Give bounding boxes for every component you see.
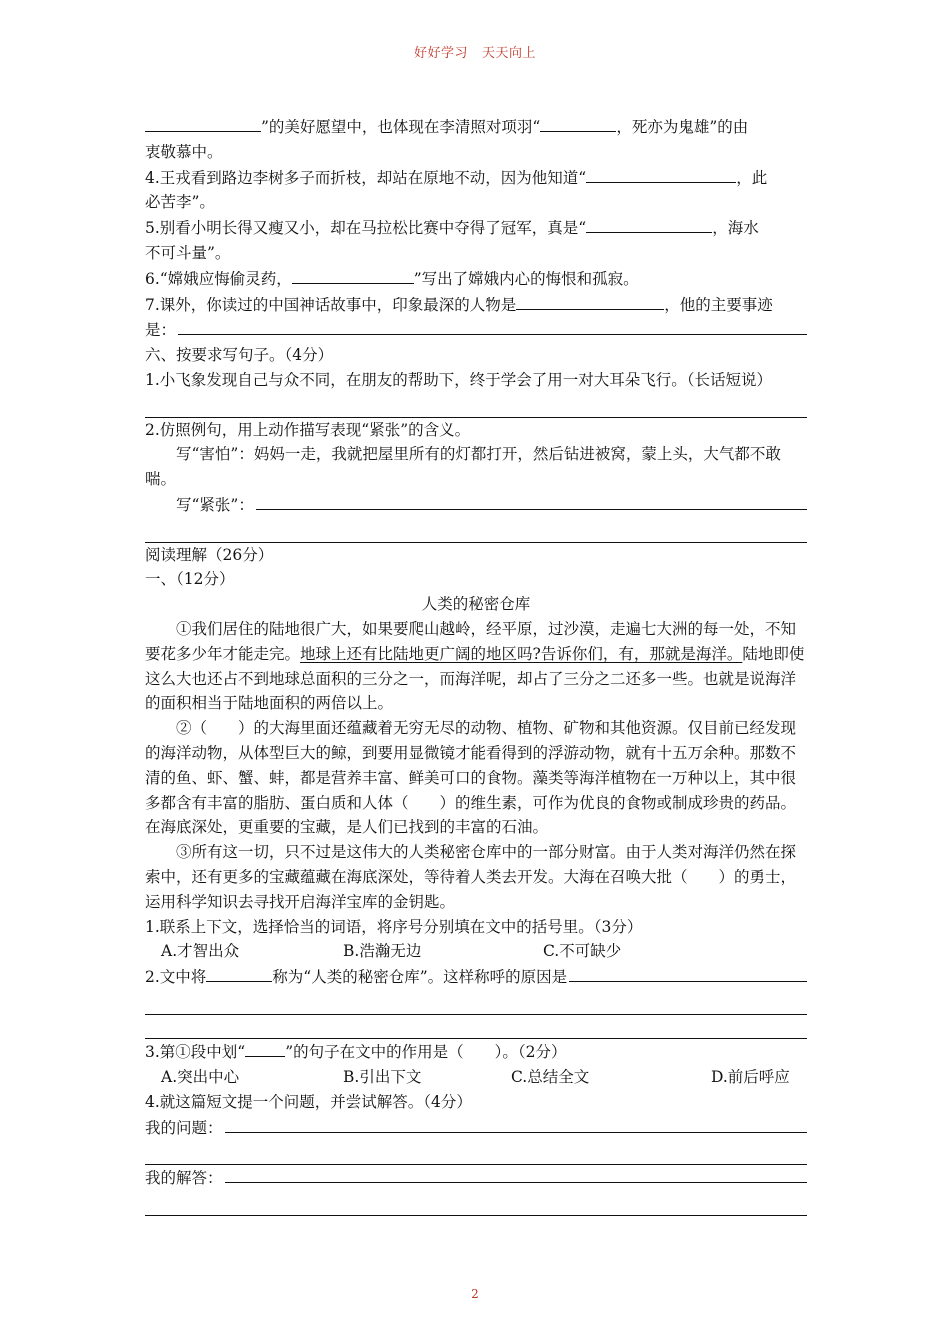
fill-q3-line: ”的美好愿望中，也体现在李清照对项羽“ ，死亦为鬼雄”的由 <box>145 114 807 140</box>
fill-q4: 4.王戎看到路边李树多子而折枝，却站在原地不动，因为他知道“ ，此 <box>145 165 807 191</box>
section6-q2: 2.仿照例句，用上动作描写表现“紧张”的含义。 <box>145 420 471 439</box>
answer-blank[interactable] <box>292 266 414 284</box>
answer-line[interactable] <box>145 518 807 543</box>
reading-title: 阅读理解（26分） <box>145 545 274 564</box>
answer-blank[interactable] <box>516 292 664 310</box>
article-paragraph-2: ②（ ）的大海里面还蕴藏着无穷无尽的动物、植物、矿物和其他资源。仅目前已经发现的海洋动物，从体型巨大的鲸，到要用显微镜才能看得到的浮游动物，就有十五万余种。那数不清的鱼、虾、蟹、蚌，都是营养丰富、鲜美可口的食物。藻类等海洋植物在一万种以上，其中很多都含有丰富的脂肪、蛋白质和人体（ ）的维生素，可作为优良的食物或制成珍贵的药品。在海底深处，更重要的宝藏，是人们已找到的丰富的石油。 <box>145 719 797 837</box>
option-a[interactable]: A.突出中心 <box>161 1068 240 1087</box>
page-number: 2 <box>471 1287 479 1301</box>
fill-q7: 7.课外，你读过的中国神话故事中，印象最深的人物是 ，他的主要事迹 <box>145 292 807 318</box>
option-b[interactable]: B.引出下文 <box>343 1068 422 1087</box>
answer-line[interactable] <box>145 1015 807 1040</box>
fill-q4-cont: 必苦李”。 <box>145 193 215 212</box>
answer-line[interactable] <box>145 393 807 418</box>
page-content <box>145 114 807 1216</box>
option-b[interactable]: B.浩瀚无边 <box>343 942 422 961</box>
section6-write-line: 写“紧张”： <box>145 492 807 518</box>
article-paragraph-3: ③所有这一切，只不过是这伟大的人类秘密仓库中的一部分财富。由于人类对海洋仍然在探索中，还有更多的宝藏蕴藏在海底深处，等待着人类去开发。大海在召唤大批（ ）的勇士，运用科学知识去寻找开启海洋宝库的金钥匙。 <box>145 843 797 911</box>
fill-q6: 6.“嫦娥应悔偷灵药， ”写出了嫦娥内心的悔恨和孤寂。 <box>145 266 807 292</box>
answer-blank[interactable] <box>586 215 712 233</box>
fill-q7-cont: 是： <box>145 317 807 343</box>
answer-blank[interactable] <box>540 114 616 132</box>
header-motto-right: 天天向上 <box>482 46 537 61</box>
article-paragraph-1: ①我们居住的陆地很广大，如果要爬山越岭，经平原，过沙漠，走遍七大洲的每一处，不知要花多少年才能走完。地球上还有比陆地更广阔的地区吗?告诉你们，有，那就是海洋。陆地即使这么大也还占不到地球总面积的三分之一，而海洋呢，却占了三分之二还多一些。也就是说海洋的面积相当于陆地面积的两倍以上。 <box>145 619 805 713</box>
reading-q1: 1.联系上下文，选择恰当的词语，将序号分别填在文中的括号里。（3分） <box>145 917 643 936</box>
reading-q4: 4.就这篇短文提一个问题，并尝试解答。（4分） <box>145 1093 472 1112</box>
my-question-line: 我的问题： <box>145 1115 807 1141</box>
reading-q2: 2.文中将 称为“人类的秘密仓库”。这样称呼的原因是 <box>145 964 807 990</box>
underlined-sentence: 地球上还有比陆地更广阔的地区吗?告诉你们，有，那就是海洋。 <box>300 644 743 663</box>
my-answer-line: 我的解答： <box>145 1165 807 1191</box>
fill-q5-cont: 不可斗量”。 <box>145 243 231 262</box>
answer-line[interactable] <box>569 964 807 982</box>
option-d[interactable]: D.前后呼应 <box>711 1068 790 1087</box>
answer-blank[interactable] <box>206 964 272 982</box>
answer-blank[interactable] <box>145 114 261 132</box>
reading-q1-options <box>145 939 807 964</box>
fill-q3-cont: 衷敬慕中。 <box>145 142 223 161</box>
article-title: 人类的秘密仓库 <box>421 595 531 614</box>
answer-line[interactable] <box>256 492 807 510</box>
answer-line[interactable] <box>178 317 807 335</box>
option-c[interactable]: C.总结全文 <box>511 1068 590 1087</box>
section6-q1: 1.小飞象发现自己与众不同，在朋友的帮助下，终于学会了用一对大耳朵飞行。（长话短说） <box>145 370 773 389</box>
answer-line[interactable] <box>145 1191 807 1216</box>
reading-q3: 3.第①段中划“ ”的句子在文中的作用是（ ）。（2分） <box>145 1039 807 1065</box>
reading-q3-options <box>145 1065 807 1090</box>
page-header <box>0 42 950 61</box>
answer-line[interactable] <box>145 990 807 1015</box>
answer-input-line[interactable] <box>225 1165 807 1183</box>
option-c[interactable]: C.不可缺少 <box>543 942 622 961</box>
header-motto-left: 好好学习 <box>413 46 468 61</box>
reading-part1: 一、（12分） <box>145 570 235 589</box>
section6-example: 写“害怕”：妈妈一走，我就把屋里所有的灯都打开，然后钻进被窝，蒙上头，大气都不敢喘。 <box>145 445 781 489</box>
answer-blank[interactable] <box>586 165 736 183</box>
question-input-line[interactable] <box>225 1115 807 1133</box>
answer-line[interactable] <box>145 1141 807 1166</box>
section6-title: 六、按要求写句子。（4分） <box>145 346 334 365</box>
answer-blank[interactable] <box>245 1039 285 1057</box>
fill-q5: 5.别看小明长得又瘦又小，却在马拉松比赛中夺得了冠军，真是“ ，海水 <box>145 215 807 241</box>
option-a[interactable]: A.才智出众 <box>161 942 240 961</box>
